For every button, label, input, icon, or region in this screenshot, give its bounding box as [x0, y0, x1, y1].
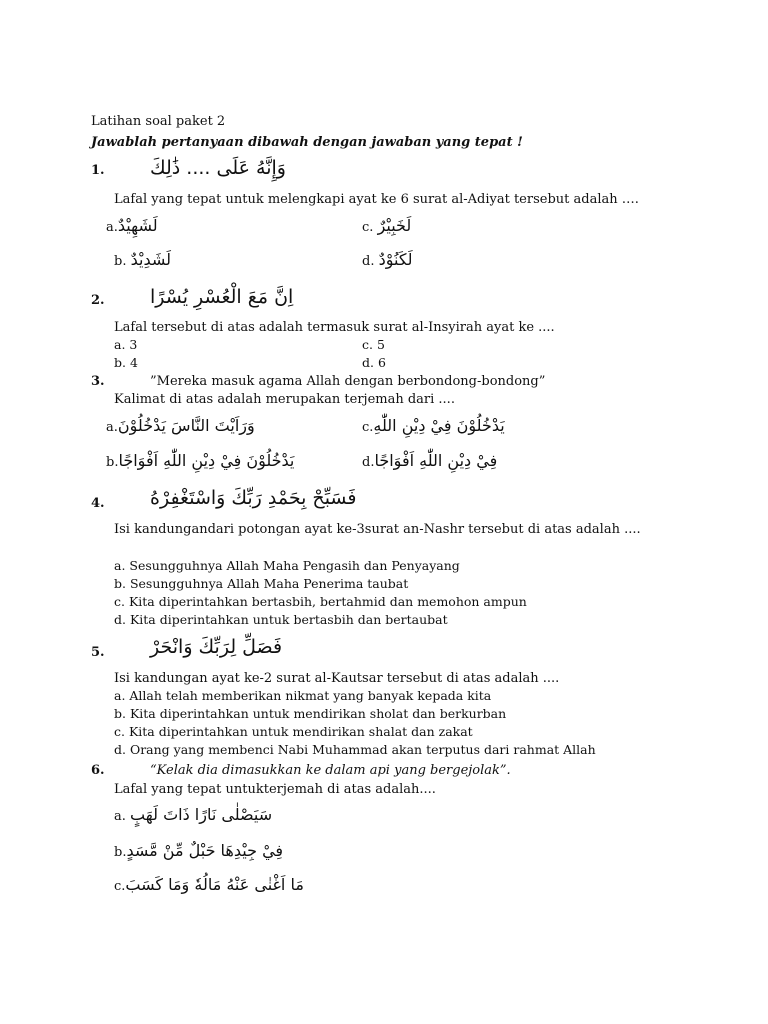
question-number: 6.: [91, 763, 105, 778]
option-c[interactable]: c. Kita diperintahkan bertasbih, bertahmid dan memohon ampun: [114, 594, 527, 609]
option-label: b.: [114, 845, 127, 860]
question-number: 4.: [91, 496, 105, 511]
option-label: d.: [362, 455, 375, 470]
question-text: Isi kandungandari potongan ayat ke-3surat an-Nashr tersebut di atas adalah ....: [114, 522, 641, 537]
option-d[interactable]: d. 6: [362, 355, 386, 370]
arabic-verse: اِنَّ مَعَ الْعُسْرِ يُسْرًا: [150, 286, 294, 308]
option-a[interactable]: [114, 805, 272, 824]
option-b[interactable]: [106, 451, 294, 470]
option-c[interactable]: [362, 416, 505, 435]
option-a[interactable]: a. Sesungguhnya Allah Maha Pengasih dan Penyayang: [114, 558, 460, 573]
option-arabic: مَا اَغْنٰى عَنْهُ مَالُهٗ وَمَا كَسَبَ: [125, 875, 304, 894]
question-quote: “Kelak dia dimasukkan ke dalam api yang bergejolak”.: [150, 763, 511, 778]
option-b[interactable]: [114, 250, 171, 269]
page-title: Latihan soal paket 2: [91, 114, 226, 129]
option-label: c.: [362, 220, 374, 235]
option-arabic: لَخَبِيْرٌ: [377, 216, 412, 235]
option-label: d.: [362, 254, 375, 269]
option-b[interactable]: [114, 841, 283, 860]
option-arabic: لَشَهِيْدٌ: [117, 216, 158, 235]
option-a[interactable]: [106, 216, 158, 235]
option-a[interactable]: a. 3: [114, 337, 138, 352]
option-d[interactable]: d. Orang yang membenci Nabi Muhammad akan terputus dari rahmat Allah: [114, 742, 596, 757]
arabic-verse: وَإِنَّهُ عَلَى .... ذَٰلِكَ: [150, 157, 286, 179]
option-d[interactable]: d. Kita diperintahkan untuk bertasbih dan bertaubat: [114, 612, 448, 627]
option-arabic: يَدْخُلُوْنَ فِيْ دِيْنِ اللّٰهِ اَفْوَاجًا: [118, 451, 295, 470]
question-quote: ”Mereka masuk agama Allah dengan berbondong-bondong”: [150, 374, 546, 389]
option-label: a.: [106, 220, 118, 235]
arabic-verse: فَصَلِّ لِرَبِّكَ وَانْحَرْ: [150, 636, 283, 658]
option-d[interactable]: [362, 250, 413, 269]
question-text: Isi kandungan ayat ke-2 surat al-Kautsar tersebut di atas adalah ....: [114, 671, 560, 686]
question-text: Lafal yang tepat untuk melengkapi ayat ke 6 surat al-Adiyat tersebut adalah ….: [114, 192, 639, 207]
option-c[interactable]: [362, 216, 411, 235]
option-b[interactable]: b. Sesungguhnya Allah Maha Penerima taubat: [114, 576, 409, 591]
arabic-verse: فَسَبِّحْ بِحَمْدِ رَبِّكَ وَاسْتَغْفِرْهُ: [150, 487, 357, 509]
question-number: 3.: [91, 374, 105, 389]
option-arabic: لَكَنُوْدٌ: [378, 250, 413, 269]
option-label: a.: [114, 809, 126, 824]
option-b[interactable]: b. 4: [114, 355, 138, 370]
option-arabic: سَيَصْلٰى نَارًا ذَاتَ لَهَبٍ: [130, 805, 273, 824]
question-text: Lafal yang tepat untukterjemah di atas adalah....: [114, 782, 436, 797]
option-label: b.: [114, 254, 127, 269]
option-c[interactable]: [114, 875, 304, 894]
option-label: a.: [106, 420, 118, 435]
option-arabic: لَشَدِيْدٌ: [130, 250, 172, 269]
option-a[interactable]: a. Allah telah memberikan nikmat yang banyak kepada kita: [114, 688, 492, 703]
option-arabic: فِيْ دِيْنِ اللّٰهِ اَفْوَاجًا: [374, 451, 498, 470]
question-text: Kalimat di atas adalah merupakan terjemah dari ....: [114, 392, 455, 407]
question-number: 5.: [91, 645, 105, 660]
option-label: b.: [106, 455, 119, 470]
option-c[interactable]: c. 5: [362, 337, 385, 352]
option-arabic: يَدْخُلُوْنَ فِيْ دِيْنِ اللّٰهِ: [373, 416, 505, 435]
option-arabic: وَرَاَيْتَ النَّاسَ يَدْخُلُوْنَ: [117, 416, 255, 435]
option-c[interactable]: c. Kita diperintahkan untuk mendirikan shalat dan zakat: [114, 724, 473, 739]
option-label: c.: [114, 879, 126, 894]
option-label: c.: [362, 420, 374, 435]
instruction: Jawablah pertanyaan dibawah dengan jawaban yang tepat !: [91, 135, 523, 150]
question-number: 1.: [91, 163, 105, 178]
option-arabic: فِيْ جِيْدِهَا حَبْلٌ مِّنْ مَّسَدٍ: [126, 841, 284, 860]
question-number: 2.: [91, 293, 105, 308]
question-text: Lafal tersebut di atas adalah termasuk surat al-Insyirah ayat ke ....: [114, 320, 555, 335]
option-d[interactable]: [362, 451, 497, 470]
option-a[interactable]: [106, 416, 255, 435]
option-b[interactable]: b. Kita diperintahkan untuk mendirikan sholat dan berkurban: [114, 706, 507, 721]
